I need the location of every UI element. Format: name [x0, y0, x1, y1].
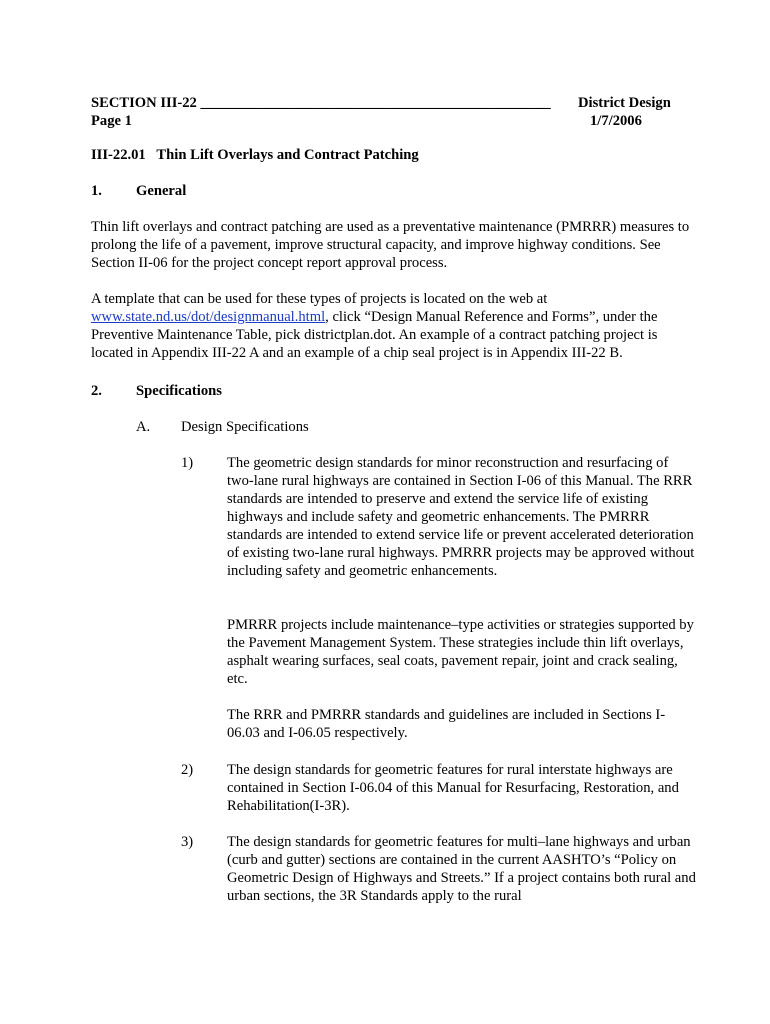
general-paragraph-1 — [91, 218, 691, 272]
item-1-paragraph-2 — [227, 616, 697, 688]
header-page: Page 1 — [91, 113, 132, 129]
section-2-heading: Specifications — [136, 383, 222, 399]
item-1-paragraph-1 — [227, 454, 697, 580]
subsection-a-letter: A. — [136, 419, 151, 435]
item-2-number: 2) — [181, 762, 194, 778]
design-manual-link[interactable]: www.state.nd.us/dot/designmanual.html — [91, 309, 326, 325]
section-1-heading: General — [136, 183, 187, 199]
item-2-paragraph-text: The design standards for geometric features for rural interstate highways are contained in Section I-06.04 of this Manual for Resurfacing, Restoration, and Rehabilitation(I-3R). — [227, 762, 679, 814]
item-3-number: 3) — [181, 834, 194, 850]
header-date: 1/7/2006 — [590, 113, 642, 129]
item-2-paragraph — [227, 761, 697, 815]
section-2-number: 2. — [91, 383, 102, 399]
general-paragraph-1-text: Thin lift overlays and contract patching are used as a preventative maintenance (PMRRR) measures to prolong the life of a pavement, improve structural capacity, and improve highway conditions. See Section II-06 for the project concept report approval process. — [91, 219, 690, 271]
item-1-paragraph-3 — [227, 706, 697, 742]
template-text-before: A template that can be used for these types of projects is located on the web at — [91, 291, 548, 307]
item-3-paragraph-text: The design standards for geometric features for multi–lane highways and urban (curb and gutter) sections are contained in the current AASHTO’s “Policy on Geometric Design of Highways and Streets.” If a project contains both rural and urban sections, the 3R Standards apply to the rural — [227, 834, 696, 904]
item-3-paragraph — [227, 833, 697, 905]
item-1-number: 1) — [181, 455, 194, 471]
subsection-a-heading: Design Specifications — [181, 419, 309, 435]
general-paragraph-2 — [91, 290, 691, 362]
section-1-number: 1. — [91, 183, 102, 199]
page-title: III-22.01 Thin Lift Overlays and Contract Patching — [91, 147, 419, 163]
item-1-paragraph-1-text: The geometric design standards for minor reconstruction and resurfacing of two-lane rural highways are contained in Section I-06 of this Manual. The RRR standards are intended to preserve and extend the service life of existing highways and include safety and geometric enhancements. The PMRRR standards are intended to extend service life or prevent accelerated deterioration of existing two-lane rural highways. PMRRR projects may be approved without including safety and geometric enhancements. — [227, 455, 695, 579]
header-section: SECTION III-22 ________________________________________________ — [91, 95, 551, 111]
item-1-paragraph-3-text: The RRR and PMRRR standards and guidelines are included in Sections I-06.03 and I-06.05 respectively. — [227, 707, 666, 741]
item-1-paragraph-2-text: PMRRR projects include maintenance–type activities or strategies supported by the Pavement Management System. These strategies include thin lift overlays, asphalt wearing surfaces, seal coats, pavement repair, joint and crack sealing, etc. — [227, 617, 694, 687]
header-department: District Design — [578, 95, 671, 111]
general-paragraph-2-text — [91, 290, 691, 362]
template-text-after: , click “Design Manual Reference and Forms”, under the Preventive Maintenance Table, pick districtplan.dot. An example of a contract patching project is located in Appendix III-22 A and an example of a chip seal project is in Appendix III-22 B. — [91, 309, 658, 361]
